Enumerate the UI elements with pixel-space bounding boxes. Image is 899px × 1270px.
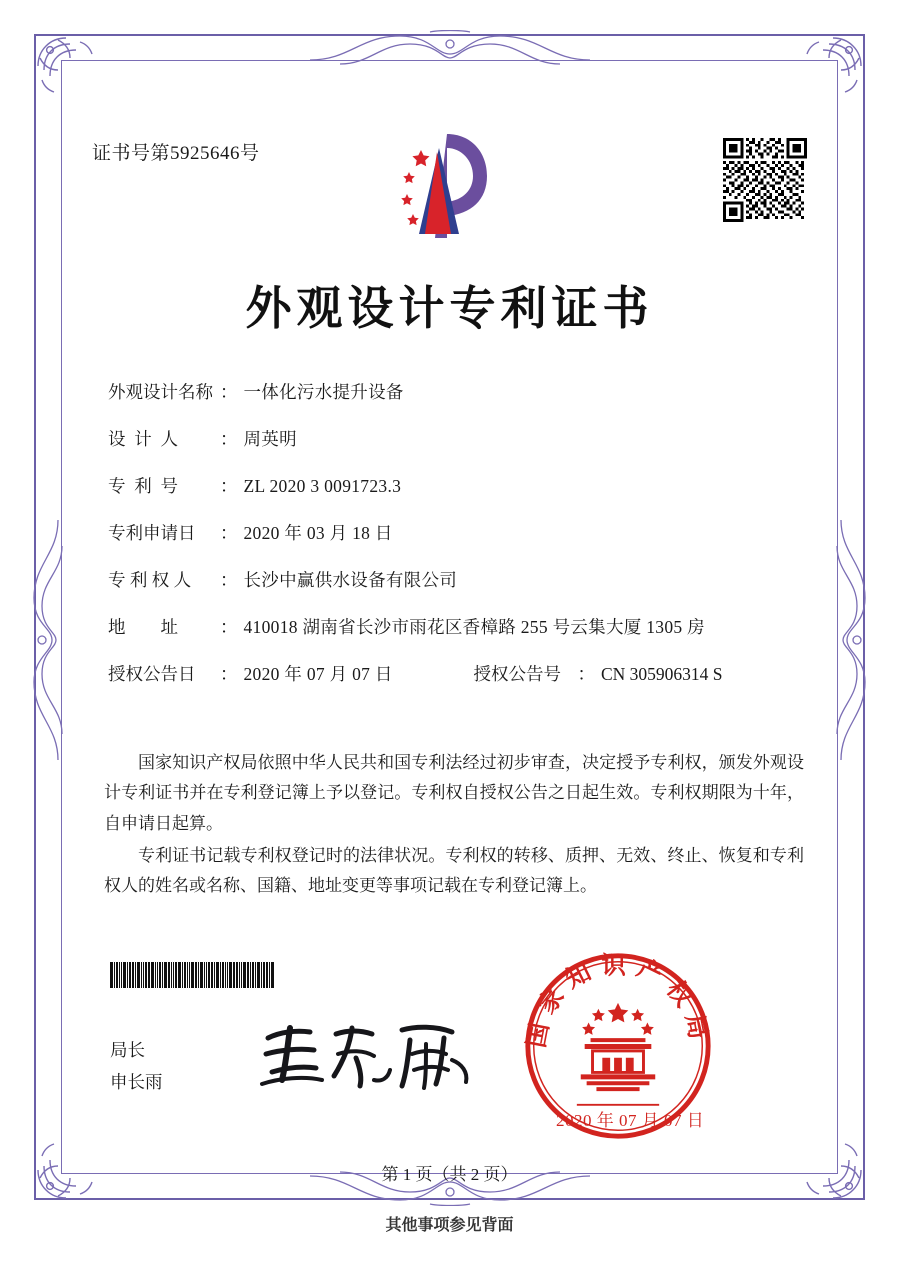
field-colon: ： [220, 617, 238, 637]
field-label: 专 利 号 [108, 476, 178, 496]
field-colon: ： [220, 476, 238, 496]
field-colon: ： [220, 570, 238, 590]
field-value: 410018 湖南省长沙市雨花区香樟路 255 号云集大厦 1305 房 [243, 617, 705, 637]
field-value: 周英明 [243, 429, 297, 449]
certificate-number: 证书号第5925646号 [92, 143, 260, 164]
field-value: ZL 2020 3 0091723.3 [243, 476, 402, 496]
page-number: 第 1 页（共 2 页） [381, 1165, 518, 1184]
cnipa-logo-icon [385, 128, 505, 246]
field-colon: ： [577, 664, 595, 684]
field-value: 一体化污水提升设备 [243, 382, 404, 402]
signature-block [110, 1034, 163, 1099]
page-title: 外观设计专利证书 [245, 281, 654, 335]
qr-code-icon [723, 138, 807, 222]
edge-ornament-icon [28, 520, 64, 760]
field-row-patent-number [108, 474, 798, 499]
field-label-secondary: 授权公告号 [473, 664, 561, 684]
handwritten-signature-icon [256, 1020, 476, 1092]
legal-text [104, 748, 804, 903]
field-value-secondary: CN 305906314 S [601, 664, 723, 684]
corner-ornament-icon [36, 36, 98, 98]
footnote: 其他事项参见背面 [385, 1217, 514, 1234]
field-row-design-name [108, 380, 798, 405]
field-label: 外观设计名称 [108, 382, 213, 402]
field-value: 长沙中赢供水设备有限公司 [243, 570, 458, 590]
field-row-patentee [108, 568, 798, 593]
field-label: 地 址 [108, 617, 178, 637]
field-row-grant-announcement [108, 662, 798, 687]
seal-date: 2020 年 07 月 07 日 [556, 1111, 705, 1130]
field-colon: ： [220, 429, 238, 449]
paragraph-2: 专利证书记载专利权登记时的法律状况。专利权的转移、质押、无效、终止、恢复和专利权人的姓名或名称、国籍、地址变更等事项记载在专利登记簿上。 [104, 845, 804, 895]
field-label: 专利申请日 [108, 523, 196, 543]
field-row-designer [108, 427, 798, 452]
field-colon: ： [220, 523, 238, 543]
edge-ornament-icon [835, 520, 871, 760]
field-list [108, 380, 798, 709]
edge-ornament-icon [310, 30, 590, 66]
signer-name: 申长雨 [110, 1072, 163, 1093]
field-label: 授权公告日 [108, 664, 196, 684]
paragraph-1: 国家知识产权局依照中华人民共和国专利法经过初步审查，决定授予专利权，颁发外观设计专利证书并在专利登记簿上予以登记。专利权自授权公告之日起生效。专利权期限为十年，自申请日起算。 [104, 753, 804, 833]
field-row-address [108, 615, 798, 640]
field-colon: ： [220, 664, 238, 684]
signer-role: 局长 [110, 1040, 145, 1060]
field-row-application-date [108, 521, 798, 546]
field-value: 2020 年 03 月 18 日 [243, 523, 393, 543]
field-label: 设 计 人 [108, 429, 178, 449]
barcode [110, 962, 350, 988]
corner-ornament-icon [801, 36, 863, 98]
svg-text:国家知识产权局: 国家知识产权局 [521, 950, 715, 1050]
field-colon: ： [220, 382, 238, 402]
field-value: 2020 年 07 月 07 日 [243, 664, 393, 684]
field-label: 专 利 权 人 [108, 570, 192, 590]
